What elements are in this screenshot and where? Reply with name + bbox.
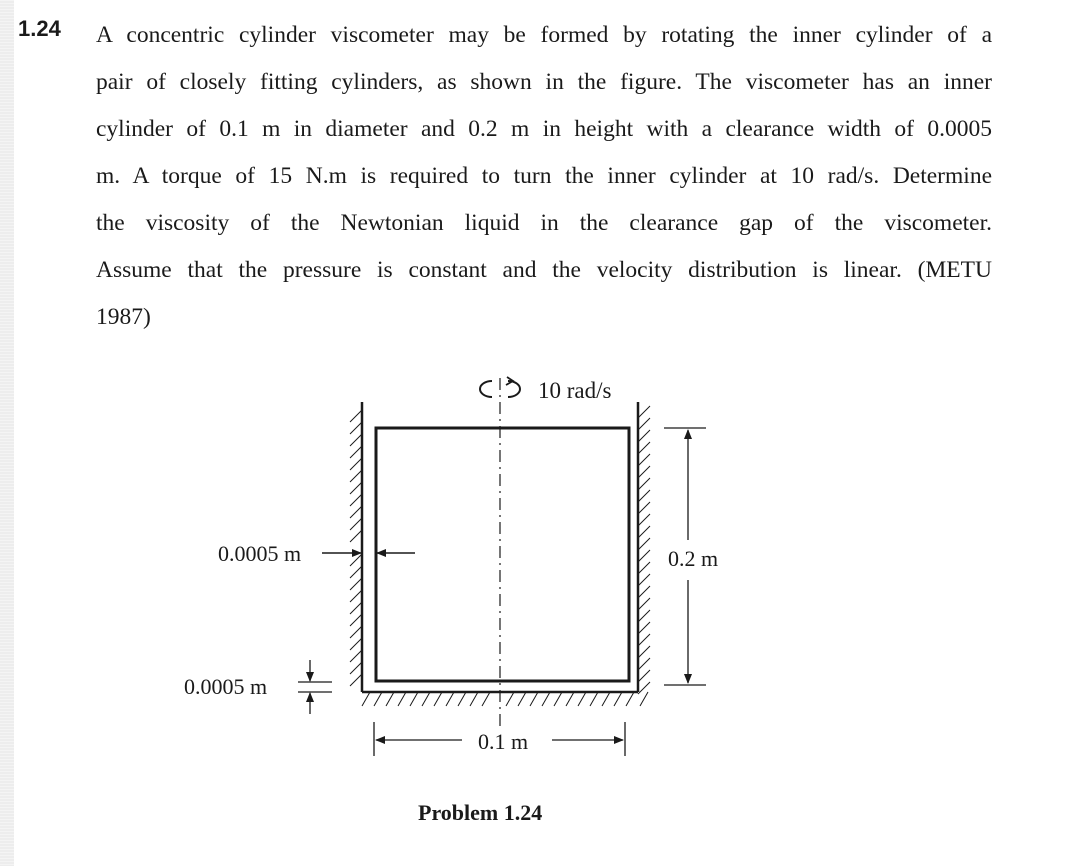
problem-line: pair of closely fitting cylinders, as shown in the figure. The viscometer has an inner [96,69,992,95]
bottom-gap-dimension [298,660,332,714]
height-label: 0.2 m [668,546,719,571]
bottom-wall-hatch [362,692,648,706]
problem-line: A concentric cylinder viscometer may be formed by rotating the inner cylinder of a [96,22,992,48]
rotation-speed-label: 10 rad/s [538,378,612,403]
bottom-gap-label: 0.0005 m [184,674,268,699]
problem-line: Assume that the pressure is constant and the velocity distribution is linear. (METU [96,257,992,283]
problem-line: m. A torque of 15 N.m is required to turn the inner cylinder at 10 rad/s. Determine [96,163,992,189]
problem-number: 1.24 [18,16,61,41]
side-gap-label: 0.0005 m [218,541,302,566]
figure-caption: Problem 1.24 [418,800,543,825]
left-wall-hatch [350,410,362,686]
problem-line: the viscosity of the Newtonian liquid in the clearance gap of the viscometer. [96,210,992,236]
diameter-label: 0.1 m [478,729,529,754]
problem-line: cylinder of 0.1 m in diameter and 0.2 m in height with a clearance width of 0.0005 [96,116,992,142]
inner-cylinder [376,428,629,681]
problem-line: 1987) [96,304,151,330]
right-wall-hatch [638,406,650,694]
